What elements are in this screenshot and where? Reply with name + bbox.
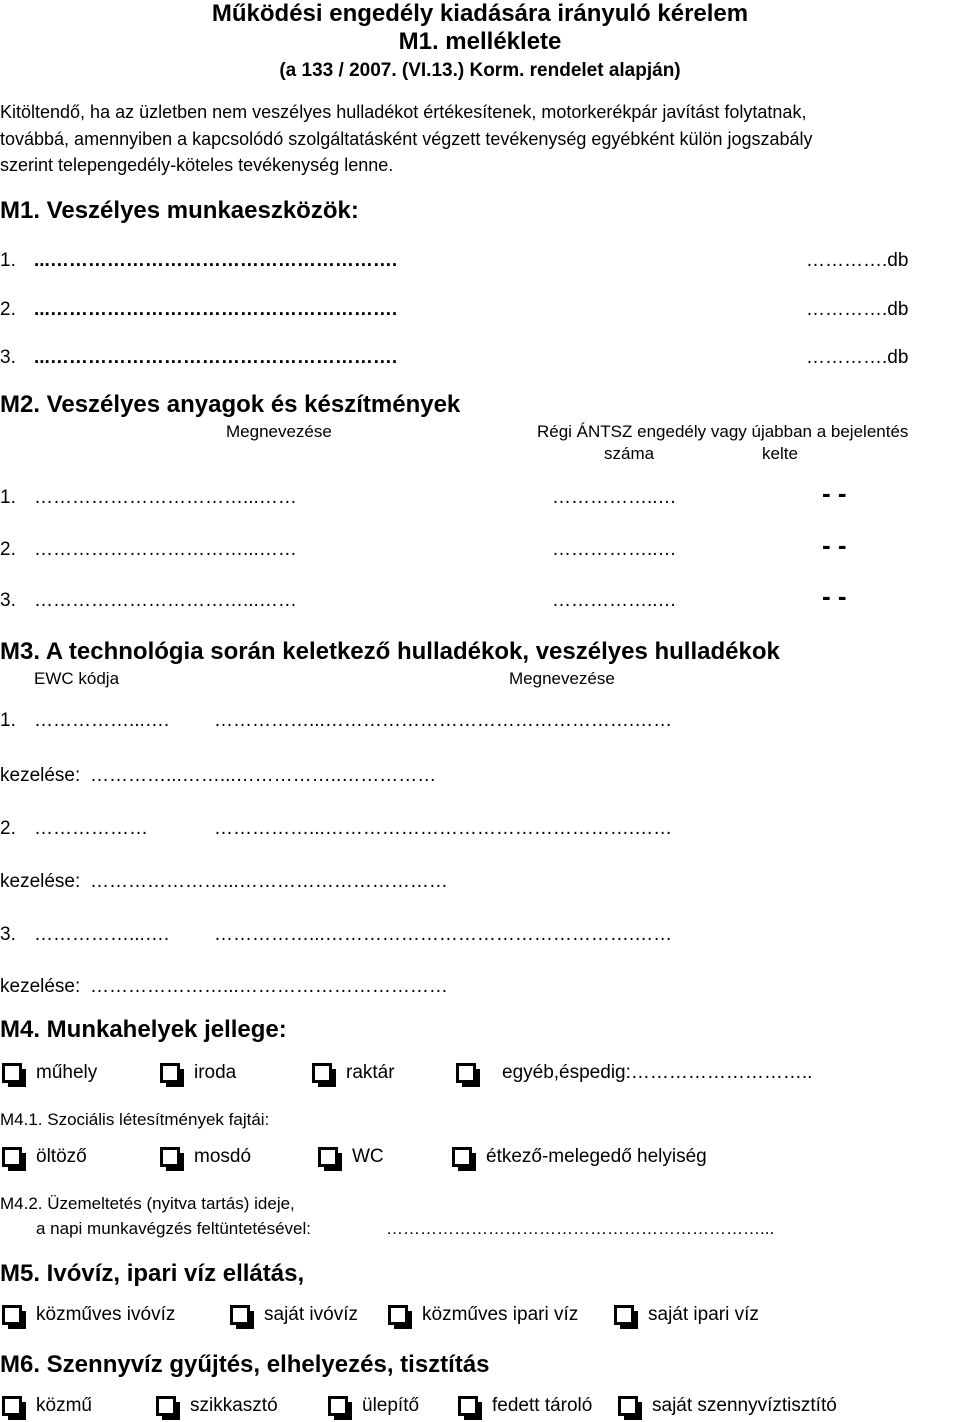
option-label: közmű (36, 1395, 92, 1416)
workplace-option-warehouse[interactable] (312, 1062, 395, 1084)
permit-number-field[interactable]: ……………..… (552, 487, 677, 508)
m4-heading: M4. Munkahelyek jellege: (0, 1016, 287, 1043)
option-label: saját ivóvíz (264, 1304, 358, 1325)
m5-heading: M5. Ivóvíz, ipari víz ellátás, (0, 1260, 305, 1287)
quantity-field[interactable]: ………….db (806, 299, 909, 320)
intro-line-3: szerint telepengedély-köteles tevékenység lenne. (0, 155, 394, 175)
option-label: iroda (194, 1062, 237, 1083)
checkbox-icon[interactable] (388, 1305, 408, 1325)
substance-name-field[interactable]: ……………………………...…… (34, 487, 297, 508)
facility-option-dining-room[interactable] (452, 1146, 707, 1168)
permit-date-field[interactable]: - - (822, 530, 847, 560)
row-number: 1. (0, 250, 16, 271)
handling-field[interactable]: …………...……...……………..…………… (90, 765, 437, 786)
permit-date-field[interactable]: - - (822, 478, 847, 508)
quantity-field[interactable]: ………….db (806, 250, 909, 271)
checkbox-icon[interactable] (328, 1396, 348, 1416)
option-label: közműves ivóvíz (36, 1304, 176, 1325)
option-label: raktár (346, 1062, 395, 1083)
operating-hours-field[interactable]: …………………………………………………………... (386, 1219, 775, 1238)
m4-1-label: M4.1. Szociális létesítmények fajtái: (0, 1110, 270, 1129)
m2-col-name: Megnevezése (226, 422, 332, 441)
row-number: 2. (0, 818, 16, 839)
m3-col-name: Megnevezése (509, 669, 615, 688)
checkbox-icon[interactable] (2, 1396, 22, 1416)
handling-label: kezelése: (0, 871, 81, 892)
equipment-field[interactable]: ...………………………………………………. (34, 299, 398, 320)
m3-heading: M3. A technológia során keletkező hulladékok, veszélyes hulladékok (0, 638, 780, 665)
ewc-code-field[interactable]: ……………...…. (34, 710, 170, 731)
m4-2-label-2: a napi munkavégzés feltüntetésével: (36, 1219, 312, 1238)
row-number: 1. (0, 710, 16, 731)
permit-number-field[interactable]: ……………..… (552, 590, 677, 611)
option-label: saját ipari víz (648, 1304, 759, 1325)
equipment-field[interactable]: ...………………………………………………. (34, 347, 398, 368)
checkbox-icon[interactable] (2, 1063, 22, 1083)
checkbox-icon[interactable] (230, 1305, 250, 1325)
form-subtitle: M1. melléklete (398, 28, 562, 55)
water-option-public-industrial[interactable] (388, 1304, 578, 1326)
sewage-option-covered-storage[interactable] (458, 1395, 592, 1417)
substance-name-field[interactable]: ……………………………...…… (34, 539, 297, 560)
option-label: szikkasztó (190, 1395, 278, 1416)
option-label: ülepítő (362, 1395, 420, 1416)
checkbox-icon[interactable] (618, 1396, 638, 1416)
option-label: közműves ipari víz (422, 1304, 579, 1325)
checkbox-icon[interactable] (614, 1305, 634, 1325)
option-label: fedett tároló (492, 1395, 593, 1416)
quantity-field[interactable]: ………….db (806, 347, 909, 368)
permit-number-field[interactable]: ……………..… (552, 539, 677, 560)
handling-label: kezelése: (0, 976, 81, 997)
decree-reference: (a 133 / 2007. (VI.13.) Korm. rendelet alapján) (279, 60, 681, 81)
checkbox-icon[interactable] (458, 1396, 478, 1416)
row-number: 2. (0, 299, 16, 320)
m2-col-number: száma (604, 444, 655, 463)
m6-heading: M6. Szennyvíz gyűjtés, elhelyezés, tisztítás (0, 1351, 490, 1378)
sewage-option-own-treatment[interactable] (618, 1395, 837, 1417)
option-label: WC (352, 1146, 384, 1167)
handling-field[interactable]: …………………...…………………………… (90, 871, 448, 892)
option-label: öltöző (36, 1146, 87, 1167)
checkbox-icon[interactable] (2, 1147, 22, 1167)
option-label: étkező-melegedő helyiség (486, 1146, 707, 1167)
form-title: Működési engedély kiadására irányuló kérelem (211, 0, 749, 27)
sewage-option-settling-tank[interactable] (328, 1395, 419, 1417)
water-option-public-drinking[interactable] (2, 1304, 175, 1326)
m4-2-label: M4.2. Üzemeltetés (nyitva tartás) ideje, (0, 1194, 295, 1213)
handling-field[interactable]: …………………...…………………………… (90, 976, 448, 997)
water-option-own-industrial[interactable] (614, 1304, 759, 1326)
waste-name-field[interactable]: ……………...………………………………………….…… (214, 924, 673, 945)
checkbox-icon[interactable] (318, 1147, 338, 1167)
intro-line-2: továbbá, amennyiben a kapcsolódó szolgáltatásként végzett tevékenység egyébként külön jogszabály (0, 129, 813, 149)
checkbox-icon[interactable] (452, 1147, 472, 1167)
checkbox-icon[interactable] (160, 1147, 180, 1167)
m3-col-ewc: EWC kódja (34, 669, 120, 688)
checkbox-icon[interactable] (156, 1396, 176, 1416)
waste-name-field[interactable]: ……………...………………………………………….…… (214, 818, 673, 839)
workplace-option-office[interactable] (160, 1062, 236, 1084)
water-option-own-drinking[interactable] (230, 1304, 358, 1326)
handling-label: kezelése: (0, 765, 81, 786)
checkbox-icon[interactable] (2, 1305, 22, 1325)
m2-heading: M2. Veszélyes anyagok és készítmények (0, 391, 461, 418)
option-label: egyéb,éspedig:……………………….. (502, 1062, 813, 1083)
sewage-option-soakaway[interactable] (156, 1395, 278, 1417)
option-label: műhely (36, 1062, 98, 1083)
waste-name-field[interactable]: ……………...………………………………………….…… (214, 710, 673, 731)
m1-heading: M1. Veszélyes munkaeszközök: (0, 197, 359, 224)
row-number: 3. (0, 590, 16, 611)
facility-option-wc[interactable] (318, 1146, 384, 1168)
ewc-code-field[interactable]: ……………...…. (34, 924, 170, 945)
sewage-option-public[interactable] (2, 1395, 92, 1417)
equipment-field[interactable]: ...………………………………………………. (34, 250, 398, 271)
option-label: saját szennyvíztisztító (652, 1395, 837, 1416)
facility-option-changing-room[interactable] (2, 1146, 87, 1168)
ewc-code-field[interactable]: ……………… (34, 818, 148, 839)
intro-line-1: Kitöltendő, ha az üzletben nem veszélyes hulladékot értékesítenek, motorkerékpár javítást folytatnak, (0, 102, 807, 122)
workplace-option-other[interactable] (456, 1062, 812, 1084)
option-label: mosdó (194, 1146, 252, 1167)
substance-name-field[interactable]: ……………………………...…… (34, 590, 297, 611)
m2-col-permit: Régi ÁNTSZ engedély vagy újabban a bejelentés (537, 422, 909, 441)
checkbox-icon[interactable] (160, 1063, 180, 1083)
checkbox-icon[interactable] (312, 1063, 332, 1083)
row-number: 3. (0, 924, 16, 945)
row-number: 3. (0, 347, 16, 368)
m2-col-date: kelte (762, 444, 798, 463)
checkbox-icon[interactable] (456, 1063, 476, 1083)
workplace-option-workshop[interactable] (2, 1062, 97, 1084)
facility-option-washroom[interactable] (160, 1146, 251, 1168)
row-number: 2. (0, 539, 16, 560)
permit-date-field[interactable]: - - (822, 581, 847, 611)
row-number: 1. (0, 487, 16, 508)
